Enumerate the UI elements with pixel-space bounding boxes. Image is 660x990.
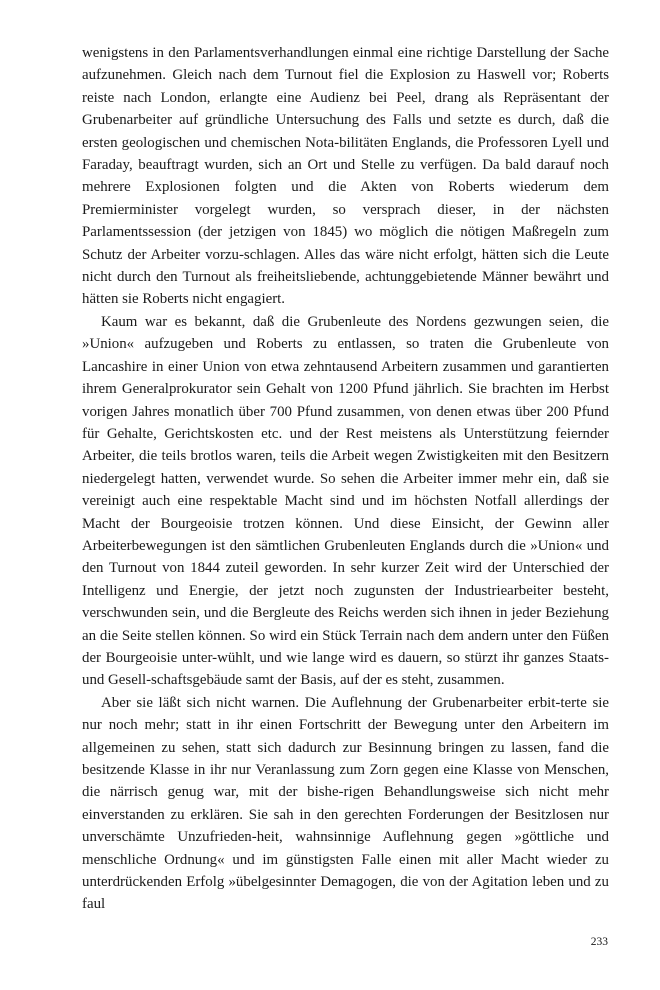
body-text <box>82 42 609 916</box>
paragraph-continued: wenigstens in den Parlamentsverhandlungen einmal eine richtige Darstellung der Sache aufzunehmen. Gleich nach dem Turnout fiel die Explosion zu Haswell vor; Roberts reiste nach London, erlangte eine Audienz bei Peel, drang als Repräsentant der Grubenarbeiter auf gründliche Untersuchung des Falls und setzte es durch, daß die ersten geologischen und chemischen Nota-bilitäten Englands, die Professoren Lyell und Faraday, beauftragt wurden, sich an Ort und Stelle zu verfügen. Da bald darauf noch mehrere Explosionen folgten und die Akten von Roberts wiederum dem Premierminister vorgelegt wurden, so versprach dieser, in der nächsten Parlamentssession (der jetzigen von 1845) wo möglich die nötigen Maßregeln zum Schutz der Arbeiter vorzu-schlagen. Alles das wäre nicht erfolgt, hätten sich die Leute nicht durch den Turnout als freiheitsliebende, achtunggebietende Männer bewährt und hätten sie Roberts nicht engagiert. <box>82 45 609 308</box>
page-number: 233 <box>590 936 608 948</box>
paragraph-union-lancashire: Kaum war es bekannt, daß die Grubenleute des Nordens gezwungen seien, die »Union« aufzugeben und Roberts zu entlassen, so traten die Grubenleute von Lancashire in einer Union von etwa zehntausend Arbeitern zusammen und garantierten ihrem Generalprokurator sein Gehalt von 1200 Pfund jährlich. Sie brachten im Herbst vorigen Jahres monatlich über 700 Pfund zusammen, von denen etwas über 200 Pfund für Gehalte, Gerichtskosten etc. und der Rest meistens als Unterstützung feiernder Arbeiter, die teils brotlos waren, teils die Arbeit wegen Zwistigkeiten mit den Besitzern niedergelegt hatten, verwendet wurde. So sehen die Arbeiter immer mehr ein, daß sie vereinigt auch eine respektable Macht sind und im höchsten Notfall allerdings der Macht der Bourgeoisie trotzen können. Und diese Einsicht, der Gewinn aller Arbeiterbewegungen ist den sämtlichen Grubenleuten Englands durch die »Union« und den Turnout von 1844 zuteil geworden. In sehr kurzer Zeit wird der Unterschied der Intelligenz und Energie, der jetzt noch zugunsten der Industriearbeiter besteht, verschwunden sein, und die Bergleute des Reichs werden sich ihnen in jeder Beziehung an die Seite stellen können. So wird ein Stück Terrain nach dem andern unter den Füßen der Bourgeoisie unter-wühlt, und wie lange wird es dauern, so stürzt ihr ganzes Staats- und Gesell-schaftsgebäude samt der Basis, auf der es steht, zusammen. <box>82 313 609 689</box>
paragraph-bourgeoisie-warning: Aber sie läßt sich nicht warnen. Die Auflehnung der Grubenarbeiter erbit-terte sie nur noch mehr; statt in ihr einen Fortschritt der Bewegung unter den Arbeitern im allgemeinen zu sehen, statt sich dadurch zur Besinnung bringen zu lassen, fand die besitzende Klasse in ihr nur Veranlassung zum Zorn gegen eine Klasse von Menschen, die närrisch genug war, mit der bishe-rigen Behandlungsweise sich nicht mehr einverstanden zu erklären. Sie sah in den gerechten Forderungen der Besitzlosen nur unverschämte Unzufrieden-heit, wahnsinnige Auflehnung gegen »göttliche und menschliche Ordnung« und im günstigsten Falle einen mit aller Macht wieder zu unterdrückenden Erfolg »übelgesinnter Demagogen, die von der Agitation leben und zu faul <box>82 694 609 913</box>
